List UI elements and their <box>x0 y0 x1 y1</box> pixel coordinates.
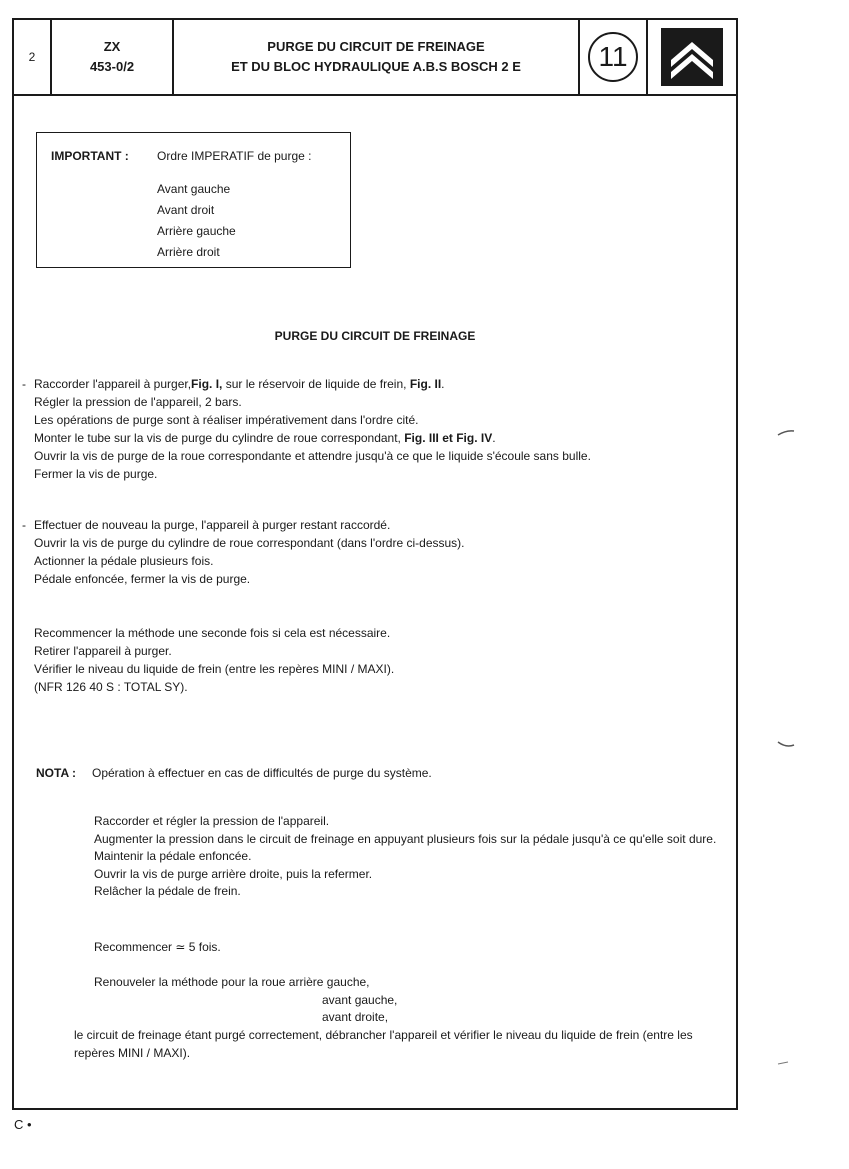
step-1-line-6: Fermer la vis de purge. <box>34 467 158 481</box>
step-2-line-3: Actionner la pédale plusieurs fois. <box>34 554 214 568</box>
chapter-badge <box>588 32 638 82</box>
step-2-line-1: Effectuer de nouveau la purge, l'appareil à purger restant raccordé. <box>34 518 391 532</box>
document-title <box>174 20 580 94</box>
nota-label: NOTA : <box>36 766 76 780</box>
fig-ref: Fig. I, <box>191 377 223 391</box>
nota-line: Raccorder et régler la pression de l'appareil. <box>94 814 330 828</box>
title-line-2: ET DU BLOC HYDRAULIQUE A.B.S BOSCH 2 E <box>231 59 521 74</box>
model-cell <box>52 20 174 94</box>
step-1-line-4 <box>34 429 591 447</box>
page-number <box>14 20 52 94</box>
nota-text: Opération à effectuer en cas de difficultés de purge du système. <box>92 766 432 780</box>
scan-mark-icon <box>776 428 796 438</box>
text: Monter le tube sur la vis de purge du cylindre de roue correspondant, <box>34 431 405 445</box>
list-item: Avant droit <box>157 203 215 217</box>
page-number-text: 2 <box>28 50 36 64</box>
renew-instruction <box>94 974 397 1027</box>
step-3-line-3: Vérifier le niveau du liquide de frein (entre les repères MINI / MAXI). <box>34 662 395 676</box>
nota-line: Maintenir la pédale enfoncée. <box>94 849 252 863</box>
fig-ref: Fig. III et Fig. IV <box>404 431 493 445</box>
list-item: Arrière droit <box>157 245 220 259</box>
important-box <box>36 132 351 268</box>
important-text: Ordre IMPERATIF de purge : <box>157 149 312 163</box>
nota-steps <box>94 813 724 901</box>
step-1-line-2: Régler la pression de l'appareil, 2 bars. <box>34 395 242 409</box>
step-3-line-1: Recommencer la méthode une seconde fois si cela est nécessaire. <box>34 626 391 640</box>
text: . <box>441 377 445 391</box>
step-1 <box>22 375 591 483</box>
nota-line: Relâcher la pédale de frein. <box>94 884 241 898</box>
title-line-1: PURGE DU CIRCUIT DE FREINAGE <box>267 39 485 54</box>
model-code: 453-0/2 <box>89 59 135 74</box>
section-title: PURGE DU CIRCUIT DE FREINAGE <box>274 329 476 343</box>
footer-mark: C • <box>14 1117 32 1132</box>
step-3 <box>34 624 394 696</box>
scan-mark-icon <box>776 740 796 750</box>
text: . <box>492 431 496 445</box>
final-instruction: le circuit de freinage étant purgé correctement, débrancher l'appareil et vérifier le niveau du liquide de frein (entre les repères MINI / MAXI). <box>74 1028 693 1060</box>
bullet-dash: - <box>22 518 26 532</box>
repeat-instruction: Recommencer ≃ 5 fois. <box>94 940 221 954</box>
step-3-line-4: (NFR 126 40 S : TOTAL SY). <box>34 680 188 694</box>
step-1-line-3: Les opérations de purge sont à réaliser impérativement dans l'ordre cité. <box>34 413 419 427</box>
scan-mark-icon <box>776 1060 790 1066</box>
purge-order-list <box>157 179 236 263</box>
step-3-line-2: Retirer l'appareil à purger. <box>34 644 172 658</box>
nota-line: Ouvrir la vis de purge arrière droite, puis la refermer. <box>94 866 373 881</box>
fig-ref: Fig. II <box>409 377 442 391</box>
step-1-line-5: Ouvrir la vis de purge de la roue correspondante et attendre jusqu'à ce que le liquide s'écoule sans bulle. <box>34 449 591 463</box>
chapter-cell <box>580 20 648 94</box>
text: Raccorder l'appareil à purger, <box>34 377 192 391</box>
header <box>14 20 736 96</box>
list-item: Arrière gauche <box>157 224 236 238</box>
step-2-line-2: Ouvrir la vis de purge du cylindre de roue correspondant (dans l'ordre ci-dessus). <box>34 536 465 550</box>
page-frame <box>12 18 738 1110</box>
step-1-line-1 <box>34 375 591 393</box>
text: sur le réservoir de liquide de frein, <box>222 377 410 391</box>
step-2-line-4: Pédale enfoncée, fermer la vis de purge. <box>34 572 251 586</box>
nota-line: Augmenter la pression dans le circuit de freinage en appuyant plusieurs fois sur la pédale jusqu'à ce qu'elle soit dure. <box>94 831 717 846</box>
logo-cell <box>648 20 736 94</box>
renew-wheel: avant gauche, <box>322 992 398 1007</box>
model-name: ZX <box>103 39 121 54</box>
step-2 <box>22 516 465 588</box>
chapter-number: 11 <box>598 41 628 72</box>
important-label: IMPORTANT : <box>51 149 129 163</box>
citroen-chevrons-icon <box>661 28 723 86</box>
bullet-dash: - <box>22 377 26 391</box>
list-item: Avant gauche <box>157 182 231 196</box>
renew-line: Renouveler la méthode pour la roue arrière gauche, <box>94 975 370 989</box>
renew-wheel: avant droite, <box>322 1010 389 1024</box>
